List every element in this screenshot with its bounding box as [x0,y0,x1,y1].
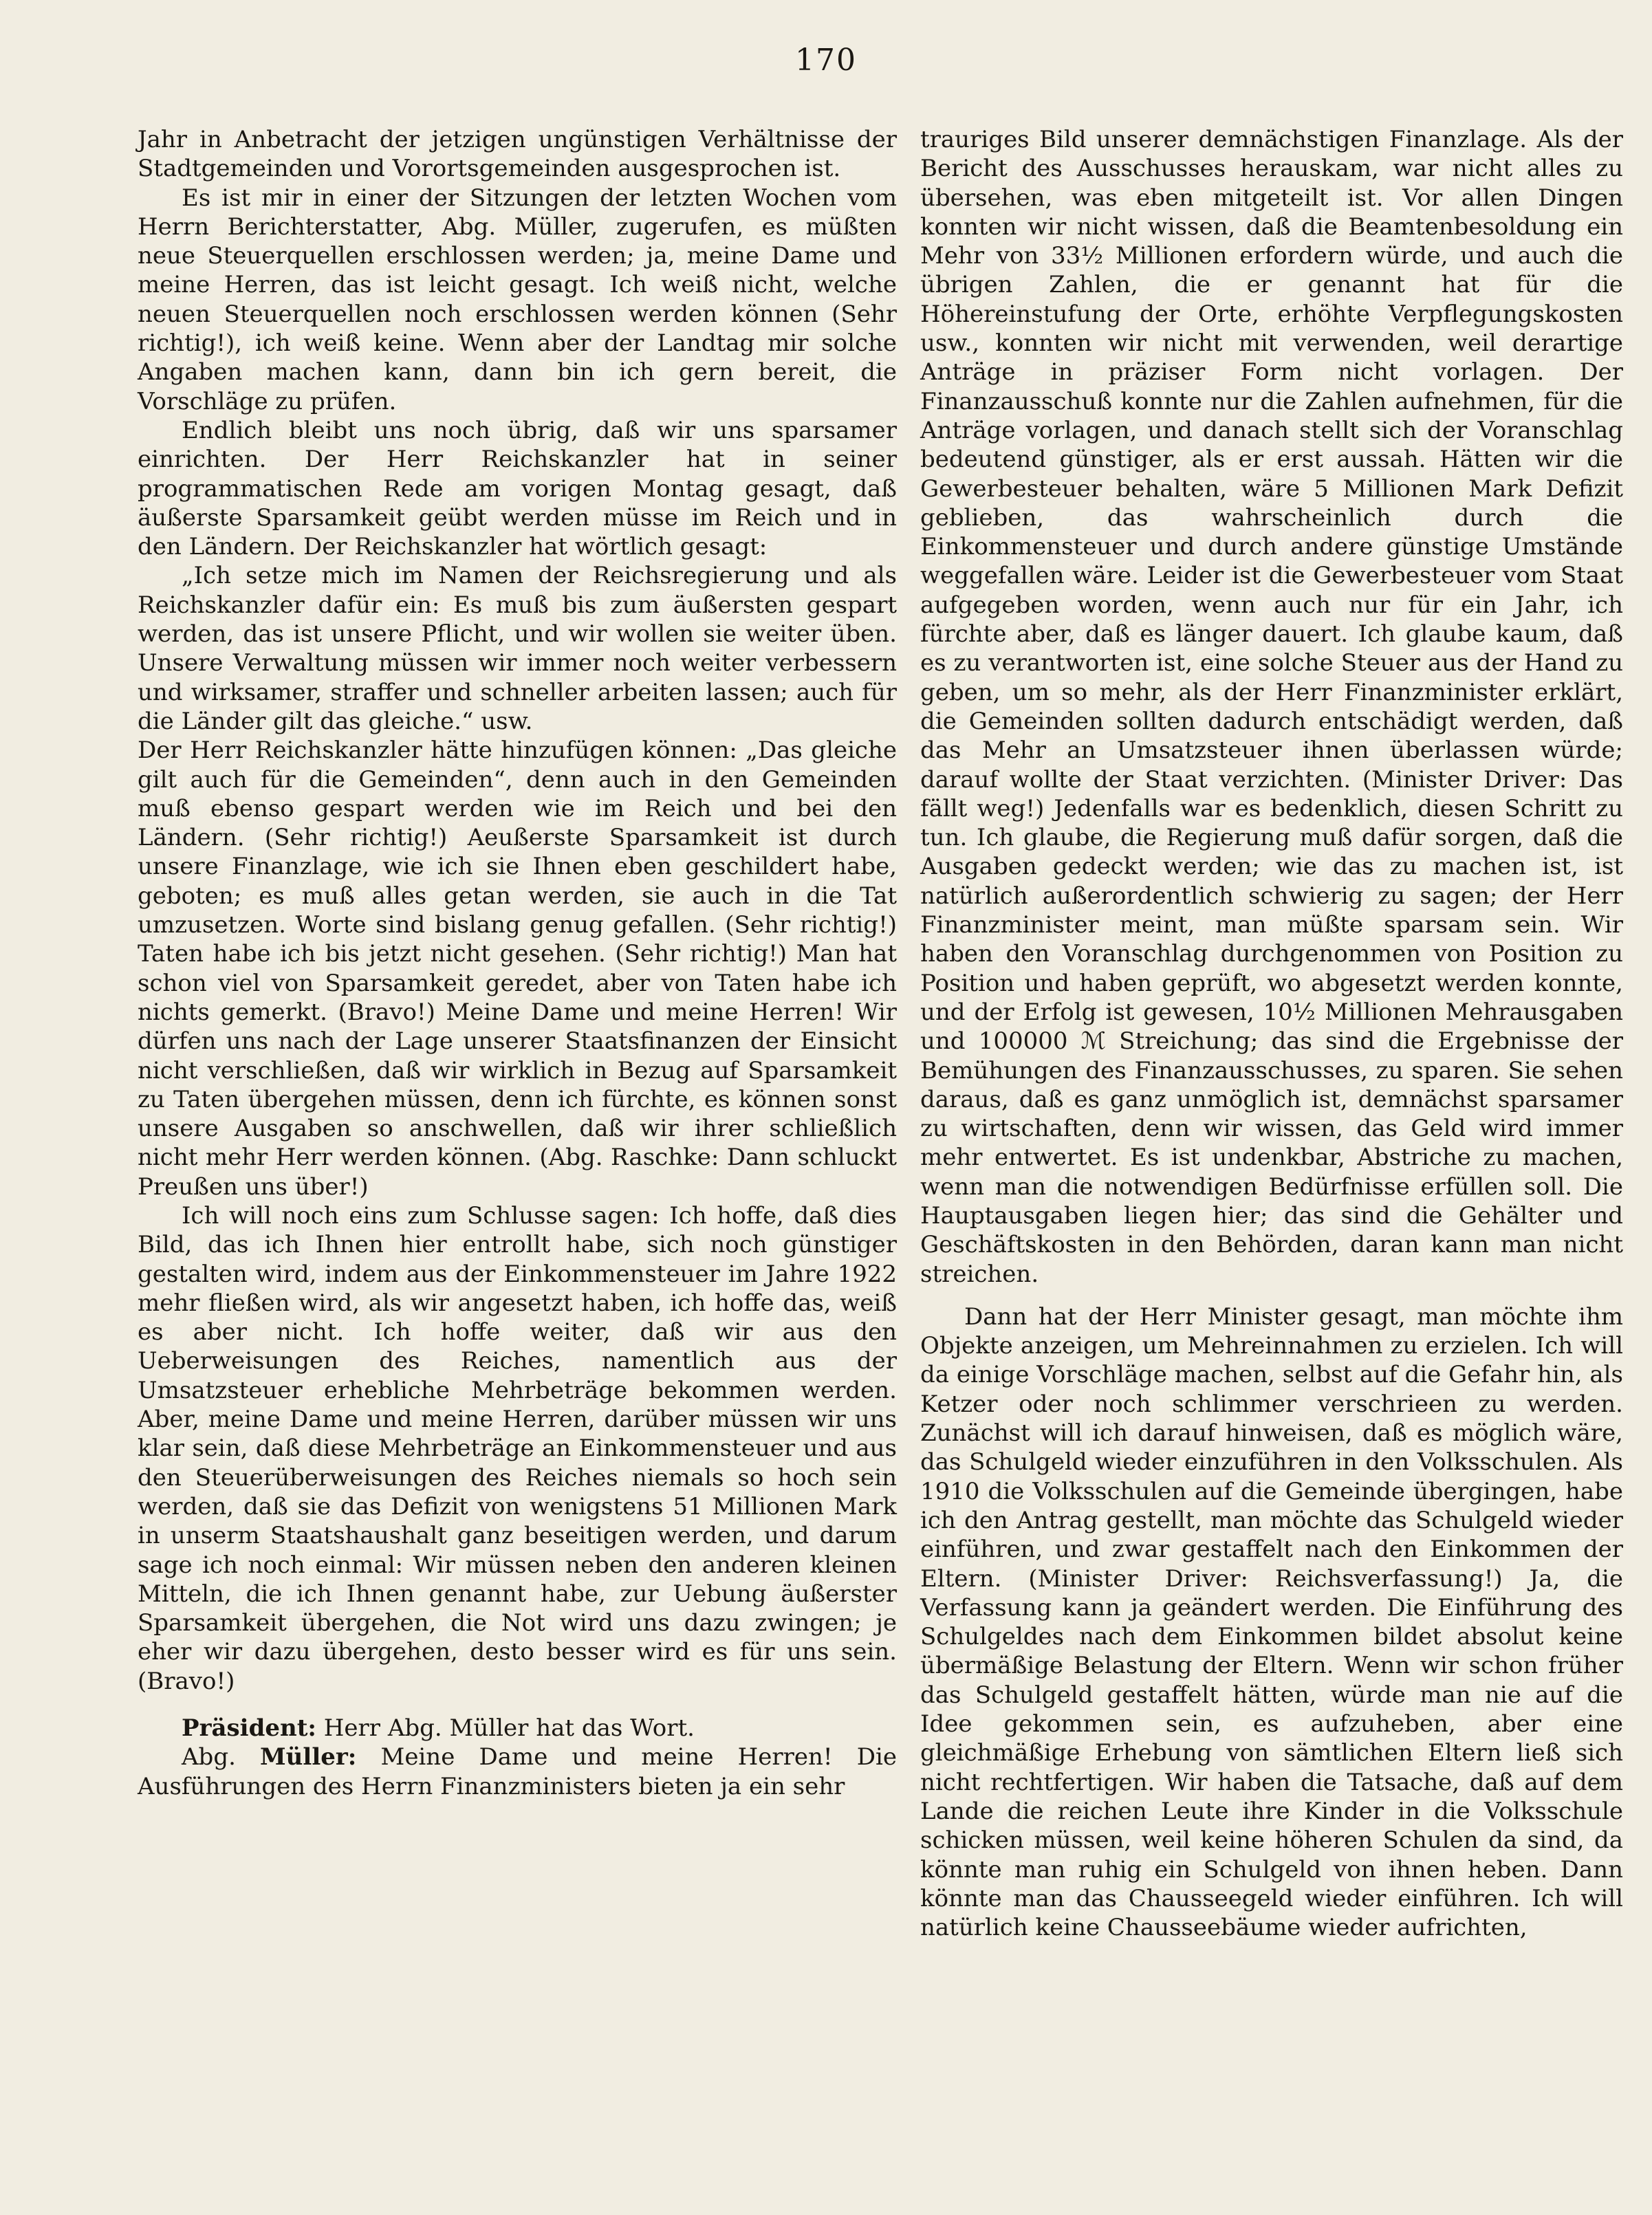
left-quote-paragraph: „Ich setze mich im Namen der Reichsregierung und als Reichskanzler dafür ein: Es muß bis zum äußersten gespart werden, das ist unsere Pflicht, und wir wollen sie weiter üben. Unsere Verwaltung müssen wir immer noch weiter verbessern und wirksamer, straffer und schneller arbeiten lassen; auch für die Länder gilt das gleiche.“ usw. [138,562,897,735]
left-column [138,125,897,1801]
left-paragraph-5: Der Herr Reichskanzler hätte hinzufügen können: „Das gleiche gilt auch für die Gemeinden“, denn auch in den Gemeinden muß ebenso gespart werden wie im Reich und bei den Ländern. (Sehr richtig!) Aeußerste Sparsamkeit ist durch unsere Finanzlage, wie ich sie Ihnen eben geschildert habe, geboten; es muß alles getan werden, sie auch in die Tat umzusetzen. Worte sind bislang genug gefallen. (Sehr richtig!) Taten habe ich bis jetzt nicht gesehen. (Sehr richtig!) Man hat schon viel von Sparsamkeit geredet, aber von Taten habe ich nichts gemerkt. (Bravo!) Meine Dame und meine Herren! Wir dürfen uns nach der Lage unserer Staatsfinanzen der Einsicht nicht verschließen, daß wir wirklich in Bezug auf Sparsamkeit zu Taten übergehen müssen, denn ich fürchte, es können sonst unsere Ausgaben so anschwellen, daß wir ihrer schließlich nicht mehr Herr werden können. (Abg. Raschke: Dann schluckt Preußen uns über!) [138,736,897,1201]
mueller-label: Müller: [260,1743,357,1771]
left-paragraph-1: Jahr in Anbetracht der jetzigen ungünstigen Verhältnisse der Stadtgemeinden und Vorortsgemeinden ausgesprochen ist. [138,126,897,183]
right-paragraph-1: trauriges Bild unserer demnächstigen Finanzlage. Als der Bericht des Ausschusses herauskam, war nicht alles zu übersehen, was eben mitgeteilt ist. Vor allen Dingen konnten wir nicht wissen, daß die Beamtenbesoldung ein Mehr von 33½ Millionen erfordern würde, und auch die übrigen Zahlen, die er genannt hat für die Höhereinstufung der Orte, erhöhte Verpflegungskosten usw., konnten wir nicht mit verwenden, weil derartige Anträge in präziser Form nicht vorlagen. Der Finanzausschuß konnte nur die Zahlen aufnehmen, für die Anträge vorlagen, und danach stellt sich der Voranschlag bedeutend günstiger, als er erst aussah. Hätten wir die Gewerbesteuer behalten, wäre 5 Millionen Mark Defizit geblieben, das wahrscheinlich durch die Einkommensteuer und durch andere günstige Umstände weggefallen wäre. Leider ist die Gewerbesteuer vom Staat aufgegeben worden, wenn auch nur für ein Jahr, ich fürchte aber, daß es länger dauert. Ich glaube kaum, daß es zu verantworten ist, eine solche Steuer aus der Hand zu geben, um so mehr, als der Herr Finanzminister erklärt, die Gemeinden sollten dadurch entschädigt werden, daß das Mehr an Umsatzsteuer ihnen überlassen würde; darauf wollte der Staat verzichten. (Minister Driver: Das fällt weg!) Jedenfalls war es bedenklich, diesen Schritt zu tun. Ich glaube, die Regierung muß dafür sorgen, daß die Ausgaben gedeckt werden; wie das zu machen ist, ist natürlich außerordentlich schwierig zu sagen; der Herr Finanzminister meint, man müßte sparsam sein. Wir haben den Voranschlag durchgenommen von Position zu Position und haben geprüft, wo abgesetzt werden konnte, und der Erfolg ist gewesen, 10½ Millionen Mehrausgaben und 100000 ℳ Streichung; das sind die Ergebnisse der Bemühungen des Finanzausschusses, zu sparen. Sie sehen daraus, daß es ganz unmöglich ist, demnächst sparsamer zu wirtschaften, denn wir wissen, das Geld wird immer mehr entwertet. Es ist undenkbar, Abstriche zu machen, wenn man die notwendigen Bedürfnisse erfüllen soll. Die Hauptausgaben liegen hier; das sind die Gehälter und Geschäftskosten in den Behörden, daran kann man nicht streichen. [920,126,1623,1288]
left-paragraph-6: Ich will noch eins zum Schlusse sagen: Ich hoffe, daß dies Bild, das ich Ihnen hier entrollt habe, sich noch günstiger gestalten wird, indem aus der Einkommensteuer im Jahre 1922 mehr fließen wird, als wir angesetzt haben, ich hoffe das, weiß es aber nicht. Ich hoffe weiter, daß wir aus den Ueberweisungen des Reiches, namentlich aus der Umsatzsteuer erhebliche Mehrbeträge bekommen werden. Aber, meine Dame und meine Herren, darüber müssen wir uns klar sein, daß diese Mehrbeträge an Einkommensteuer und aus den Steuerüberweisungen des Reiches niemals so hoch sein werden, daß sie das Defizit von wenigstens 51 Millionen Mark in unserm Staatshaushalt ganz beseitigen werden, und darum sage ich noch einmal: Wir müssen neben den anderen kleinen Mitteln, die ich Ihnen genannt habe, zur Uebung äußerster Sparsamkeit übergehen, die Not wird uns dazu zwingen; je eher wir dazu übergehen, desto besser wird es für uns sein. (Bravo!) [138,1201,897,1695]
page-number: 170 [795,43,857,78]
mueller-prefix: Abg. [182,1743,236,1771]
president-statement [138,1714,897,1743]
mueller-statement [138,1743,897,1801]
left-paragraph-3: Endlich bleibt uns noch übrig, daß wir uns sparsamer einrichten. Der Herr Reichskanzler hat in seiner programmatischen Rede am vorigen Montag gesagt, daß äußerste Sparsamkeit geübt werden müsse im Reich und in den Ländern. Der Reichskanzler hat wörtlich gesagt: [138,416,897,561]
right-paragraph-2: Dann hat der Herr Minister gesagt, man möchte ihm Objekte anzeigen, um Mehreinnahmen zu erzielen. Ich will da einige Vorschläge machen, selbst auf die Gefahr hin, als Ketzer oder noch schlimmer verschrieen zu werden. Zunächst will ich darauf hinweisen, daß es möglich wäre, das Schulgeld wieder einzuführen in den Volksschulen. Als 1910 die Volksschulen auf die Gemeinde übergingen, habe ich den Antrag gestellt, man möchte das Schulgeld wieder einführen, und zwar gestaffelt nach den Einkommen der Eltern. (Minister Driver: Reichsverfassung!) Ja, die Verfassung kann ja geändert werden. Die Einführung des Schulgeldes nach dem Einkommen bildet absolut keine übermäßige Belastung der Eltern. Wenn wir schon früher das Schulgeld gestaffelt hätten, würde man nie auf die Idee gekommen sein, es aufzuheben, aber eine gleichmäßige Erhebung von sämtlichen Eltern ließ sich nicht rechtfertigen. Wir haben die Tatsache, daß auf dem Lande die reichen Leute ihre Kinder in die Volksschule schicken müssen, weil keine höheren Schulen da sind, da könnte man ruhig ein Schulgeld von ihnen heben. Dann könnte man das Chausseegeld wieder einführen. Ich will natürlich keine Chausseebäume wieder aufrichten, [920,1302,1623,1942]
mueller-text: Meine Dame und meine Herren! Die Ausführungen des Herrn Finanzministers bieten ja ein sehr [138,1743,897,1800]
left-paragraph-2: Es ist mir in einer der Sitzungen der letzten Wochen vom Herrn Berichterstatter, Abg. Müller, zugerufen, es müßten neue Steuerquellen erschlossen werden; ja, meine Dame und meine Herren, das ist leicht gesagt. Ich weiß nicht, welche neuen Steuerquellen noch erschlossen werden können (Sehr richtig!), ich weiß keine. Wenn aber der Landtag mir solche Angaben machen kann, dann bin ich gern bereit, die Vorschläge zu prüfen. [138,184,897,415]
president-label: Präsident: [182,1714,316,1743]
president-text: Herr Abg. Müller hat das Wort. [323,1714,695,1743]
right-column [920,125,1623,1942]
